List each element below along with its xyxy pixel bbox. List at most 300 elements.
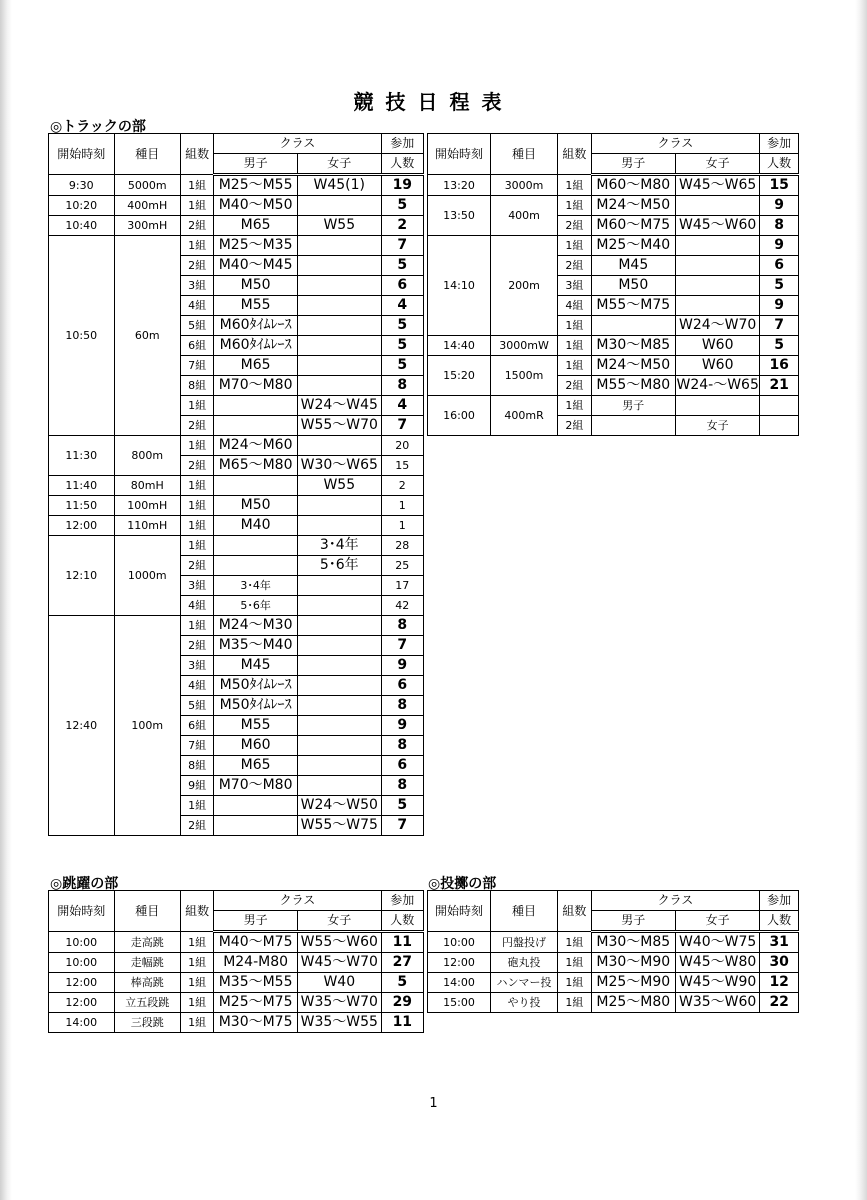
female-class-cell [675,256,759,276]
male-class-cell: M24～M50 [591,356,675,376]
group-cell: 5組 [181,316,214,336]
group-cell: 1組 [181,993,214,1013]
group-cell: 1組 [558,973,592,993]
header-class: クラス [214,891,381,911]
group-cell: 1組 [558,196,592,216]
male-class-cell: 男子 [591,396,675,416]
group-cell: 1組 [181,973,214,993]
start-time-cell: 12:00 [49,993,115,1013]
start-time-cell: 13:50 [428,196,491,236]
table-row [49,932,424,953]
participant-count-cell: 21 [760,376,799,396]
group-cell: 7組 [181,736,214,756]
start-time-cell: 9:30 [49,175,115,196]
header-groups: 組数 [181,891,214,932]
participant-count-cell: 8 [381,736,423,756]
group-cell: 8組 [181,376,214,396]
male-class-cell: M55 [214,716,298,736]
table-row [49,216,424,236]
start-time-cell: 11:50 [49,496,115,516]
male-class-cell: M50 [214,276,298,296]
male-class-cell: M55 [214,296,298,316]
male-class-cell [214,396,298,416]
male-class-cell: M25～M55 [214,175,298,196]
page-shadow-left [0,0,12,1200]
group-cell: 2組 [558,256,592,276]
male-class-cell [214,536,298,556]
event-cell: 300mH [114,216,181,236]
female-class-cell [297,656,381,676]
group-cell: 2組 [181,416,214,436]
group-cell: 1組 [181,932,214,953]
participant-count-cell: 9 [381,716,423,736]
section-throw-heading: ◎投擲の部 [428,876,497,892]
participant-count-cell: 8 [381,616,423,636]
table-row [49,175,424,196]
female-class-cell [297,436,381,456]
male-class-cell: M60～M80 [591,175,675,196]
male-class-cell: M60 [214,736,298,756]
header-class: クラス [591,891,760,911]
group-cell: 1組 [181,953,214,973]
male-class-cell: M65 [214,356,298,376]
group-cell: 3組 [181,656,214,676]
group-cell: 6組 [181,336,214,356]
group-cell: 1組 [181,796,214,816]
male-class-cell: M60ﾀｲﾑﾚｰｽ [214,336,298,356]
header-male: 男子 [591,154,675,175]
male-class-cell [214,556,298,576]
table-row [49,973,424,993]
female-class-cell [297,636,381,656]
start-time-cell: 12:00 [428,953,491,973]
female-class-cell [297,596,381,616]
event-cell: 砲丸投 [491,953,558,973]
male-class-cell: M30～M75 [214,1013,298,1033]
female-class-cell: W30～W65 [297,456,381,476]
start-time-cell: 10:20 [49,196,115,216]
female-class-cell [297,376,381,396]
header-male: 男子 [214,154,298,175]
male-class-cell: M60ﾀｲﾑﾚｰｽ [214,316,298,336]
start-time-cell: 10:00 [428,932,491,953]
female-class-cell: 3･4年 [297,536,381,556]
table-row [49,516,424,536]
header-count-top: 参加 [760,891,799,911]
female-class-cell: W45～W60 [675,216,759,236]
header-female: 女子 [675,154,759,175]
group-cell: 6組 [181,716,214,736]
participant-count-cell: 6 [381,276,423,296]
group-cell: 3組 [181,576,214,596]
group-cell: 1組 [181,436,214,456]
event-cell: 110mH [114,516,181,536]
header-start-time: 開始時刻 [49,134,115,175]
male-class-cell [214,416,298,436]
table-row [428,236,799,256]
header-male: 男子 [214,911,298,932]
participant-count-cell: 4 [381,396,423,416]
female-class-cell: W55～W60 [297,932,381,953]
start-time-cell: 10:00 [49,932,115,953]
participant-count-cell: 9 [760,296,799,316]
male-class-cell: M40～M50 [214,196,298,216]
female-class-cell: W24～W45 [297,396,381,416]
header-row [428,134,799,154]
male-class-cell: M24～M50 [591,196,675,216]
female-class-cell: W35～W60 [675,993,759,1013]
female-class-cell [297,696,381,716]
male-class-cell: M50ﾀｲﾑﾚｰｽ [214,676,298,696]
female-class-cell: W45～W80 [675,953,759,973]
participant-count-cell: 15 [760,175,799,196]
group-cell: 1組 [181,1013,214,1033]
header-count-bottom: 人数 [760,154,799,175]
header-count-top: 参加 [760,134,799,154]
participant-count-cell: 19 [381,175,423,196]
participant-count-cell: 2 [381,476,423,496]
participant-count-cell: 29 [381,993,423,1013]
header-event: 種目 [491,891,558,932]
event-cell: 三段跳 [114,1013,181,1033]
event-cell: 走幅跳 [114,953,181,973]
female-class-cell: W24～W50 [297,796,381,816]
female-class-cell [675,276,759,296]
group-cell: 5組 [181,696,214,716]
start-time-cell: 14:00 [49,1013,115,1033]
event-cell: 800m [114,436,181,476]
group-cell: 1組 [181,196,214,216]
male-class-cell: M30～M90 [591,953,675,973]
group-cell: 4組 [181,596,214,616]
table-row [428,396,799,416]
group-cell: 3組 [558,276,592,296]
female-class-cell: W45～W90 [675,973,759,993]
male-class-cell [214,816,298,836]
group-cell: 1組 [181,536,214,556]
header-female: 女子 [297,154,381,175]
female-class-cell [297,756,381,776]
event-cell: 5000m [114,175,181,196]
group-cell: 2組 [181,636,214,656]
participant-count-cell: 5 [381,336,423,356]
male-class-cell: M45 [214,656,298,676]
female-class-cell [297,576,381,596]
male-class-cell: M50 [591,276,675,296]
section-jump-heading: ◎跳躍の部 [50,876,119,892]
participant-count-cell: 22 [760,993,799,1013]
table-row [49,436,424,456]
start-time-cell: 15:00 [428,993,491,1013]
table-row [428,973,799,993]
header-event: 種目 [114,891,181,932]
header-row [428,891,799,911]
group-cell: 4組 [558,296,592,316]
male-class-cell [591,416,675,436]
table-row [428,953,799,973]
male-class-cell: M50ﾀｲﾑﾚｰｽ [214,696,298,716]
track-schedule-table-right [427,133,799,436]
header-count-bottom: 人数 [381,154,423,175]
event-cell: 1500m [491,356,558,396]
participant-count-cell: 6 [760,256,799,276]
female-class-cell [297,256,381,276]
participant-count-cell: 7 [381,416,423,436]
start-time-cell: 14:10 [428,236,491,336]
female-class-cell [675,196,759,216]
start-time-cell: 16:00 [428,396,491,436]
female-class-cell: W24～W70 [675,316,759,336]
male-class-cell [214,476,298,496]
participant-count-cell: 7 [381,816,423,836]
header-count-top: 参加 [381,891,423,911]
table-row [49,536,424,556]
participant-count-cell: 5 [381,316,423,336]
participant-count-cell: 20 [381,436,423,456]
participant-count-cell: 6 [381,756,423,776]
event-cell: 円盤投げ [491,932,558,953]
female-class-cell [297,316,381,336]
male-class-cell: M65 [214,756,298,776]
group-cell: 2組 [181,816,214,836]
group-cell: 1組 [181,396,214,416]
female-class-cell: W55～W70 [297,416,381,436]
group-cell: 9組 [181,776,214,796]
participant-count-cell: 11 [381,1013,423,1033]
female-class-cell [297,776,381,796]
female-class-cell: W24-～W65 [675,376,759,396]
event-cell: 3000mW [491,336,558,356]
group-cell: 2組 [558,216,592,236]
start-time-cell: 15:20 [428,356,491,396]
participant-count-cell: 25 [381,556,423,576]
female-class-cell [675,236,759,256]
start-time-cell: 10:00 [49,953,115,973]
male-class-cell: M40～M45 [214,256,298,276]
header-class: クラス [591,134,760,154]
female-class-cell [297,236,381,256]
group-cell: 1組 [181,616,214,636]
participant-count-cell: 5 [760,276,799,296]
participant-count-cell: 12 [760,973,799,993]
header-count-bottom: 人数 [381,911,423,932]
start-time-cell: 11:40 [49,476,115,496]
header-row [49,134,424,154]
event-cell: 1000m [114,536,181,616]
male-class-cell: M24-M80 [214,953,298,973]
table-row [49,196,424,216]
start-time-cell: 12:00 [49,516,115,536]
male-class-cell: M24～M30 [214,616,298,636]
start-time-cell: 12:10 [49,536,115,616]
start-time-cell: 12:40 [49,616,115,836]
female-class-cell: 5･6年 [297,556,381,576]
female-class-cell: 女子 [675,416,759,436]
page-shadow-right [855,0,867,1200]
male-class-cell [214,796,298,816]
female-class-cell: W55 [297,216,381,236]
female-class-cell [297,336,381,356]
female-class-cell: W35～W55 [297,1013,381,1033]
group-cell: 4組 [181,676,214,696]
participant-count-cell [760,396,799,416]
table-row [49,953,424,973]
participant-count-cell: 17 [381,576,423,596]
participant-count-cell: 5 [381,973,423,993]
participant-count-cell: 30 [760,953,799,973]
group-cell: 3組 [181,276,214,296]
header-start-time: 開始時刻 [428,891,491,932]
female-class-cell: W45～W65 [675,175,759,196]
female-class-cell: W35～W70 [297,993,381,1013]
female-class-cell [675,396,759,416]
table-row [49,1013,424,1033]
group-cell: 1組 [558,396,592,416]
table-row [428,336,799,356]
female-class-cell [297,676,381,696]
header-groups: 組数 [558,891,592,932]
female-class-cell [297,296,381,316]
participant-count-cell: 9 [381,656,423,676]
female-class-cell: W55 [297,476,381,496]
header-start-time: 開始時刻 [428,134,491,175]
group-cell: 2組 [181,216,214,236]
female-class-cell [297,736,381,756]
group-cell: 1組 [181,476,214,496]
group-cell: 8組 [181,756,214,776]
event-cell: ハンマー投 [491,973,558,993]
table-row [49,993,424,1013]
participant-count-cell: 2 [381,216,423,236]
female-class-cell [675,296,759,316]
group-cell: 2組 [181,456,214,476]
female-class-cell [297,196,381,216]
group-cell: 1組 [558,236,592,256]
event-cell: 100mH [114,496,181,516]
event-cell: 3000m [491,175,558,196]
group-cell: 1組 [181,516,214,536]
female-class-cell: W45～W70 [297,953,381,973]
participant-count-cell: 1 [381,496,423,516]
event-cell: 400m [491,196,558,236]
participant-count-cell: 7 [760,316,799,336]
participant-count-cell: 8 [381,776,423,796]
table-row [428,175,799,196]
table-row [428,993,799,1013]
male-class-cell: M55～M75 [591,296,675,316]
throw-schedule-table [427,890,799,1013]
participant-count-cell: 42 [381,596,423,616]
start-time-cell: 14:00 [428,973,491,993]
participant-count-cell: 7 [381,236,423,256]
male-class-cell: M65 [214,216,298,236]
participant-count-cell [760,416,799,436]
group-cell: 1組 [558,932,592,953]
participant-count-cell: 5 [381,256,423,276]
header-male: 男子 [591,911,675,932]
participant-count-cell: 6 [381,676,423,696]
female-class-cell: W40 [297,973,381,993]
event-cell: 400mR [491,396,558,436]
group-cell: 2組 [181,556,214,576]
participant-count-cell: 5 [381,796,423,816]
male-class-cell: M30～M85 [591,336,675,356]
participant-count-cell: 5 [760,336,799,356]
participant-count-cell: 5 [381,356,423,376]
group-cell: 1組 [181,236,214,256]
male-class-cell: M24～M60 [214,436,298,456]
group-cell: 2組 [181,256,214,276]
participant-count-cell: 7 [381,636,423,656]
participant-count-cell: 5 [381,196,423,216]
header-event: 種目 [491,134,558,175]
header-female: 女子 [675,911,759,932]
female-class-cell [297,516,381,536]
event-cell: 400mH [114,196,181,216]
male-class-cell: M35～M55 [214,973,298,993]
male-class-cell: M70～M80 [214,376,298,396]
male-class-cell: 5･6年 [214,596,298,616]
participant-count-cell: 16 [760,356,799,376]
table-row [428,196,799,216]
event-cell: 走高跳 [114,932,181,953]
group-cell: 1組 [558,356,592,376]
page-number: 1 [429,1096,438,1111]
male-class-cell: M25～M90 [591,973,675,993]
female-class-cell [297,716,381,736]
male-class-cell: M40 [214,516,298,536]
group-cell: 1組 [558,316,592,336]
track-schedule-table-left [48,133,424,836]
participant-count-cell: 11 [381,932,423,953]
participant-count-cell: 8 [381,376,423,396]
header-start-time: 開始時刻 [49,891,115,932]
female-class-cell [297,356,381,376]
header-class: クラス [214,134,381,154]
table-row [49,496,424,516]
header-count-bottom: 人数 [760,911,799,932]
female-class-cell: W60 [675,336,759,356]
participant-count-cell: 1 [381,516,423,536]
participant-count-cell: 8 [760,216,799,236]
start-time-cell: 10:40 [49,216,115,236]
table-row [49,616,424,636]
start-time-cell: 14:40 [428,336,491,356]
participant-count-cell: 27 [381,953,423,973]
male-class-cell: M25～M35 [214,236,298,256]
header-count-top: 参加 [381,134,423,154]
female-class-cell: W55～W75 [297,816,381,836]
event-cell: 60m [114,236,181,436]
table-row [428,932,799,953]
male-class-cell: M65～M80 [214,456,298,476]
group-cell: 4組 [181,296,214,316]
male-class-cell: 3･4年 [214,576,298,596]
event-cell: 棒高跳 [114,973,181,993]
table-row [428,356,799,376]
male-class-cell: M25～M80 [591,993,675,1013]
group-cell: 1組 [558,175,592,196]
female-class-cell: W40～W75 [675,932,759,953]
table-row [49,476,424,496]
jump-schedule-table [48,890,424,1033]
header-groups: 組数 [181,134,214,175]
event-cell: 立五段跳 [114,993,181,1013]
male-class-cell: M45 [591,256,675,276]
start-time-cell: 11:30 [49,436,115,476]
female-class-cell [297,276,381,296]
participant-count-cell: 31 [760,932,799,953]
